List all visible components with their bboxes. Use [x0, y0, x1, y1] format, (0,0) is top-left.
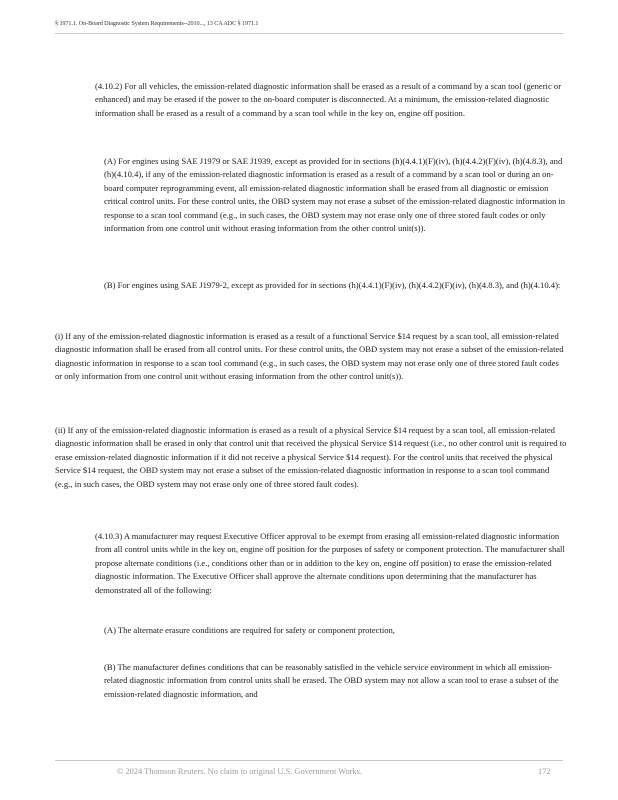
running-header: § 1971.1. On-Board Diagnostic System Requirements--2010..., 13 CA ADC § 1971.1: [55, 20, 259, 27]
footer-copyright: © 2024 Thomson Reuters. No claim to original U.S. Government Works.: [117, 767, 362, 776]
paragraph-i: (i) If any of the emission-related diagnostic information is erased as a result of a functional Service $14 request by a scan tool, all emission-related diagnostic information shall be erased from all control units. For these control units, the OBD system may not erase a subset of the emission-related diagnostic information in response to a scan tool command (e.g., in such cases, the OBD system may not erase only one of three stored fault codes or only information from one control unit without erasing information from the other control unit(s)).: [55, 331, 564, 382]
paragraph-4-10-2-a: (A) For engines using SAE J1979 or SAE J1939, except as provided for in sections (h)(4.4.1)(F)(iv), (h)(4.4.2)(F)(iv), (h)(4.8.3), and (h)(4.10.4), if any of the emission-related diagnostic information is erased as a result of a command by a scan tool or during an on-board computer reprogramming event, all emission-related diagnostic information shall be erased from all diagnostic or emission critical control units. For these control units, the OBD system may not erase a subset of the emission-related diagnostic information in response to a scan tool command (e.g., in such cases, the OBD system may not erase only one of three stored fault codes or only information from one control unit without erasing information from the other control unit(s)).: [104, 156, 566, 234]
paragraph-4-10-3-b: (B) The manufacturer defines conditions that can be reasonably satisfied in the vehicle service environment in which all emission-related diagnostic information from control units shall be erased. The OBD system may not allow a scan tool to erase a subset of the emission-related diagnostic information, and: [104, 662, 559, 699]
paragraph-4-10-3-a: (A) The alternate erasure conditions are required for safety or component protection,: [104, 625, 395, 635]
header-divider: [55, 33, 563, 34]
paragraph-4-10-3: (4.10.3) A manufacturer may request Executive Officer approval to be exempt from erasing all emission-related diagnostic information from all control units while in the key on, engine off position for the purposes of safety or component protection. The manufacturer shall propose alternate conditions (i.e., conditions other than or in addition to the key on, engine off position) to erase the emission-related diagnostic information. The Executive Officer shall approve the alternate conditions upon determining that the manufacturer has demonstrated all of the following:: [95, 531, 565, 595]
paragraph-4-10-2: (4.10.2) For all vehicles, the emission-related diagnostic information shall be erased as a result of a command by a scan tool (generic or enhanced) and may be erased if the power to the on-board computer is disconnected. At a minimum, the emission-related diagnostic information shall be erased as a result of a command by a scan tool while in the key on, engine off position.: [95, 81, 562, 118]
footer-divider: [55, 760, 563, 761]
paragraph-4-10-2-b: (B) For engines using SAE J1979-2, except as provided for in sections (h)(4.4.1)(F)(iv), (h)(4.4.2)(F)(iv), (h)(4.8.3), and (h)(4.10.4):: [104, 280, 561, 290]
page-number: 172: [538, 767, 551, 776]
paragraph-ii: (ii) If any of the emission-related diagnostic information is erased as a result of a physical Service $14 request by a scan tool, all emission-related diagnostic information shall be erased in only that control unit that received the physical Service $14 request (i.e., no other control unit is required to erase emission-related diagnostic information if it did not receive a physical Service $14 request). For the control units that received the physical Service $14 request, the OBD system may not erase a subset of the emission-related diagnostic information in response to a scan tool command (e.g., in such cases, the OBD system may not erase only one of three stored fault codes).: [55, 425, 567, 489]
